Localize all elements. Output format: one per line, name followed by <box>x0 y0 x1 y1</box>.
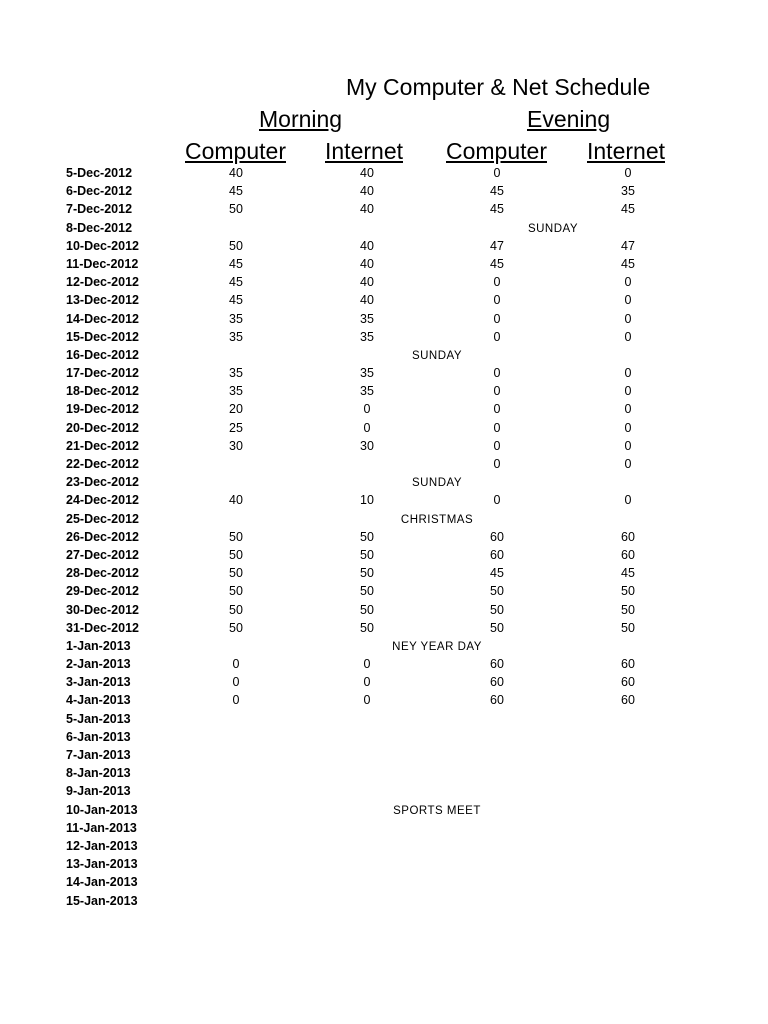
morning-internet-cell-value: 40 <box>360 275 374 290</box>
table-row <box>0 638 768 656</box>
morning-computer-cell-value: 40 <box>229 166 243 180</box>
evening-computer-cell-value: 0 <box>493 457 501 471</box>
morning-internet-cell-value: 0 <box>363 420 371 435</box>
morning-computer-cell-value: 0 <box>232 675 240 690</box>
morning-computer-cell-value: 50 <box>229 238 243 253</box>
table-row <box>0 165 768 183</box>
morning-computer-cell-value: 50 <box>229 547 243 562</box>
evening-computer-cell-value: 0 <box>493 402 501 417</box>
evening-computer-header: Computer <box>446 138 547 164</box>
morning-internet-cell-value: 40 <box>360 238 374 253</box>
evening-computer-cell-value: 47 <box>490 238 504 253</box>
table-row <box>0 820 768 838</box>
row-date: 22-Dec-2012 <box>66 457 139 471</box>
evening-internet-cell-value: 0 <box>624 493 632 508</box>
evening-computer-cell-value: 0 <box>493 438 501 453</box>
morning-computer-cell-value: 50 <box>229 620 243 635</box>
table-row <box>0 529 768 547</box>
evening-computer-cell-value: 0 <box>493 366 501 381</box>
evening-internet-cell-value: 0 <box>624 275 632 290</box>
table-row <box>0 565 768 583</box>
row-note-text: CHRISTMAS <box>400 513 474 526</box>
evening-internet-cell-value: 45 <box>621 566 635 581</box>
row-date: 18-Dec-2012 <box>66 384 139 399</box>
row-date: 5-Dec-2012 <box>66 166 133 180</box>
table-row <box>0 747 768 765</box>
morning-computer-cell-value: 50 <box>229 602 243 617</box>
evening-internet-cell-value: 0 <box>624 457 632 471</box>
morning-internet-cell-value: 40 <box>360 184 374 199</box>
morning-computer-cell-value: 0 <box>232 693 240 708</box>
table-row <box>0 711 768 729</box>
morning-internet-cell-value: 40 <box>360 166 374 180</box>
table-row <box>0 674 768 692</box>
evening-internet-cell-value: 0 <box>624 384 632 399</box>
row-date: 10-Jan-2013 <box>66 802 138 817</box>
morning-computer-cell-value: 25 <box>229 420 243 435</box>
evening-computer-cell-value: 45 <box>490 202 504 217</box>
morning-computer-cell-value: 0 <box>232 657 240 672</box>
row-date: 10-Dec-2012 <box>66 238 139 253</box>
evening-computer-cell-value: 0 <box>493 329 501 344</box>
row-date: 3-Jan-2013 <box>66 675 131 690</box>
morning-computer-header: Computer <box>185 138 286 164</box>
evening-internet-cell-value: 0 <box>624 311 632 326</box>
row-date: 1-Jan-2013 <box>66 638 131 653</box>
evening-computer-cell-value: 50 <box>490 602 504 617</box>
evening-computer-cell-value: 45 <box>490 256 504 271</box>
morning-computer-cell-value: 35 <box>229 329 243 344</box>
evening-internet-cell-value: 0 <box>624 293 632 308</box>
row-date: 15-Dec-2012 <box>66 329 139 344</box>
table-row <box>0 547 768 565</box>
evening-computer-cell-value: 45 <box>490 566 504 581</box>
morning-internet-cell-value: 40 <box>360 256 374 271</box>
evening-computer-cell-value: 60 <box>490 675 504 690</box>
morning-internet-cell-value: 50 <box>360 547 374 562</box>
row-date: 11-Jan-2013 <box>66 820 137 835</box>
morning-internet-cell-value: 0 <box>363 657 371 672</box>
evening-internet-cell-value: 50 <box>621 584 635 599</box>
table-row <box>0 602 768 620</box>
row-date: 6-Dec-2012 <box>66 184 133 199</box>
morning-internet-cell-value: 0 <box>363 402 371 417</box>
row-date: 13-Dec-2012 <box>66 293 139 308</box>
table-row <box>0 656 768 674</box>
morning-computer-cell-value: 35 <box>229 384 243 399</box>
evening-internet-cell-value: 60 <box>621 675 635 690</box>
evening-internet-header: Internet <box>587 138 665 164</box>
evening-computer-cell-value: 45 <box>490 184 504 199</box>
morning-internet-header: Internet <box>325 138 403 164</box>
morning-group-header: Morning <box>259 106 343 132</box>
evening-computer-cell-value: 0 <box>493 493 501 508</box>
evening-computer-cell-value: 0 <box>493 166 501 180</box>
row-date: 14-Jan-2013 <box>66 875 138 890</box>
morning-internet-cell-value: 50 <box>360 620 374 635</box>
row-date: 30-Dec-2012 <box>66 602 139 617</box>
morning-internet-cell-value: 0 <box>363 693 371 708</box>
table-row <box>0 256 768 274</box>
row-date: 13-Jan-2013 <box>66 857 138 872</box>
table-row <box>0 274 768 292</box>
morning-internet-cell-value: 10 <box>360 493 374 508</box>
table-row <box>0 220 768 238</box>
evening-internet-cell-value: 35 <box>621 184 635 199</box>
evening-internet-cell-value: 0 <box>624 329 632 344</box>
row-date: 8-Dec-2012 <box>66 220 133 235</box>
table-row <box>0 620 768 638</box>
row-date: 6-Jan-2013 <box>66 729 131 744</box>
row-date: 27-Dec-2012 <box>66 547 139 562</box>
evening-internet-cell-value: 60 <box>621 693 635 708</box>
row-date: 23-Dec-2012 <box>66 475 139 490</box>
morning-internet-cell-value: 50 <box>360 584 374 599</box>
morning-internet-cell-value: 0 <box>363 675 371 690</box>
row-note-text: SUNDAY <box>411 349 463 362</box>
morning-computer-cell-value: 50 <box>229 529 243 544</box>
table-row <box>0 311 768 329</box>
row-date: 14-Dec-2012 <box>66 311 139 326</box>
evening-internet-cell-value: 60 <box>621 547 635 562</box>
evening-computer-cell-value: 0 <box>493 420 501 435</box>
row-note-text: SUNDAY <box>411 477 463 490</box>
evening-computer-cell-value: 60 <box>490 547 504 562</box>
evening-computer-cell-value: 0 <box>493 293 501 308</box>
evening-computer-cell-value: 0 <box>493 311 501 326</box>
evening-computer-cell-value: 0 <box>493 384 501 399</box>
morning-internet-cell-value: 35 <box>360 366 374 381</box>
row-date: 29-Dec-2012 <box>66 584 139 599</box>
evening-internet-cell-value: 47 <box>621 238 635 253</box>
table-row <box>0 783 768 801</box>
table-row <box>0 874 768 892</box>
table-row <box>0 238 768 256</box>
table-row <box>0 329 768 347</box>
table-row <box>0 765 768 783</box>
table-row <box>0 201 768 219</box>
row-date: 20-Dec-2012 <box>66 420 139 435</box>
row-date: 26-Dec-2012 <box>66 529 139 544</box>
table-row <box>0 347 768 365</box>
row-date: 31-Dec-2012 <box>66 620 139 635</box>
table-row <box>0 511 768 529</box>
morning-computer-cell-value: 45 <box>229 184 243 199</box>
morning-computer-cell-value: 40 <box>229 493 243 508</box>
row-date: 11-Dec-2012 <box>66 256 139 271</box>
evening-internet-cell-value: 0 <box>624 166 632 180</box>
row-date: 12-Jan-2013 <box>66 838 138 853</box>
table-row <box>0 474 768 492</box>
row-date: 2-Jan-2013 <box>66 657 131 672</box>
table-row <box>0 438 768 456</box>
morning-computer-cell-value: 35 <box>229 311 243 326</box>
row-note-text: NEY YEAR DAY <box>392 640 482 653</box>
row-date: 19-Dec-2012 <box>66 402 139 417</box>
row-date: 12-Dec-2012 <box>66 275 139 290</box>
morning-computer-cell-value: 20 <box>229 402 243 417</box>
row-date: 7-Jan-2013 <box>66 748 131 762</box>
evening-internet-cell-value: 0 <box>624 366 632 381</box>
evening-internet-cell-value: 50 <box>621 620 635 635</box>
row-date: 16-Dec-2012 <box>66 347 139 362</box>
morning-internet-cell-value: 40 <box>360 202 374 217</box>
morning-internet-cell-value: 35 <box>360 384 374 399</box>
row-date: 25-Dec-2012 <box>66 511 139 526</box>
row-note-text: SUNDAY <box>527 222 579 235</box>
morning-computer-cell-value: 50 <box>229 566 243 581</box>
table-row <box>0 292 768 310</box>
table-row <box>0 401 768 419</box>
evening-internet-cell-value: 45 <box>621 202 635 217</box>
table-row <box>0 583 768 601</box>
table-row <box>0 420 768 438</box>
evening-internet-cell-value: 0 <box>624 438 632 453</box>
evening-computer-cell-value: 60 <box>490 529 504 544</box>
morning-internet-cell-value: 50 <box>360 529 374 544</box>
morning-computer-cell-value: 50 <box>229 584 243 599</box>
morning-internet-cell-value: 35 <box>360 329 374 344</box>
table-row <box>0 856 768 874</box>
row-date: 7-Dec-2012 <box>66 202 133 217</box>
evening-internet-cell-value: 0 <box>624 402 632 417</box>
table-row <box>0 838 768 856</box>
evening-computer-cell-value: 60 <box>490 657 504 672</box>
row-date: 28-Dec-2012 <box>66 566 139 581</box>
evening-internet-cell-value: 50 <box>621 602 635 617</box>
morning-internet-cell-value: 35 <box>360 311 374 326</box>
evening-computer-cell-value: 0 <box>493 275 501 290</box>
table-row <box>0 692 768 710</box>
table-row <box>0 802 768 820</box>
row-date: 21-Dec-2012 <box>66 438 139 453</box>
morning-internet-cell-value: 40 <box>360 293 374 308</box>
morning-internet-cell-value: 50 <box>360 602 374 617</box>
table-row <box>0 383 768 401</box>
morning-computer-cell-value: 45 <box>229 293 243 308</box>
table-row <box>0 365 768 383</box>
row-date: 4-Jan-2013 <box>66 693 131 708</box>
evening-computer-cell-value: 60 <box>490 693 504 708</box>
evening-internet-cell-value: 45 <box>621 256 635 271</box>
morning-computer-cell-value: 45 <box>229 256 243 271</box>
table-row <box>0 729 768 747</box>
table-row <box>0 456 768 474</box>
evening-internet-cell-value: 60 <box>621 529 635 544</box>
evening-internet-cell-value: 60 <box>621 657 635 672</box>
evening-computer-cell-value: 50 <box>490 620 504 635</box>
morning-computer-cell-value: 45 <box>229 275 243 290</box>
table-row <box>0 492 768 510</box>
schedule-rows <box>0 165 768 911</box>
morning-computer-cell-value: 50 <box>229 202 243 217</box>
evening-internet-cell-value: 0 <box>624 420 632 435</box>
row-note-text: SPORTS MEET <box>393 804 481 817</box>
row-date: 5-Jan-2013 <box>66 711 131 726</box>
evening-computer-cell-value: 50 <box>490 584 504 599</box>
row-date: 24-Dec-2012 <box>66 493 139 508</box>
row-date: 8-Jan-2013 <box>66 766 131 781</box>
row-date: 15-Jan-2013 <box>66 893 138 908</box>
row-date: 9-Jan-2013 <box>66 784 131 799</box>
table-row <box>0 893 768 911</box>
morning-computer-cell-value: 35 <box>229 366 243 381</box>
morning-computer-cell-value: 30 <box>229 438 243 453</box>
table-row <box>0 183 768 201</box>
page-title: My Computer & Net Schedule <box>346 74 651 100</box>
evening-group-header: Evening <box>527 106 611 132</box>
morning-internet-cell-value: 30 <box>360 438 374 453</box>
morning-internet-cell-value: 50 <box>360 566 374 581</box>
row-date: 17-Dec-2012 <box>66 366 139 381</box>
